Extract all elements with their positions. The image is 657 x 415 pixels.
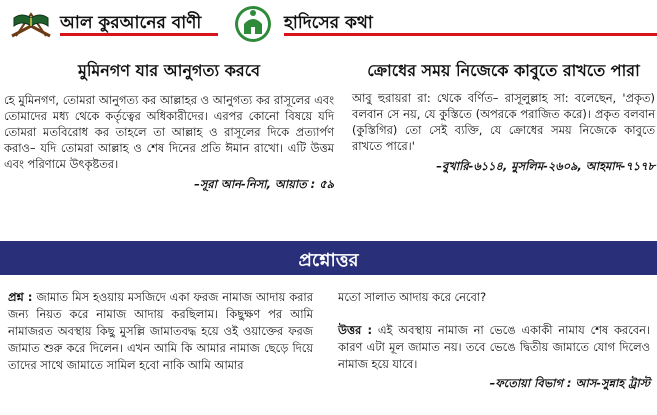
mosque-crescent-icon bbox=[230, 4, 276, 44]
hadith-article-title: ক্রোধের সময় নিজেকে কাবুতে রাখতে পারা bbox=[367, 61, 640, 80]
hadith-title-underline bbox=[284, 33, 657, 36]
question-block bbox=[8, 289, 313, 374]
hadith-article bbox=[352, 60, 655, 177]
hadith-header bbox=[222, 0, 657, 48]
quran-header bbox=[0, 0, 220, 48]
answer-block bbox=[338, 289, 650, 392]
quran-section-title: আল কুরআনের বাণী bbox=[60, 13, 202, 33]
question-continuation: মতো সালাত আদায় করে নেবো? bbox=[338, 290, 487, 304]
hadith-reference: –বুখারি-৬১১৪, মুসলিম-২৬০৯, আহমাদ-৭১৭৮ bbox=[436, 159, 655, 173]
quran-stand-icon bbox=[8, 6, 54, 40]
quran-article-title: মুমিনগণ যার আনুগত্য করবে bbox=[77, 61, 261, 80]
hadith-article-body: আবু হুরায়রা রা: থেকে বর্ণিত– রাসূলুল্লাহ সা: বলেছেন, 'প্রকৃত) বলবান সে নয়, যে কুস্তিতে (অপরকে পরাজিত করে)। প্রকৃত বলবান (কুস্তিগির) তো সেই ব্যক্তি, যে ক্রোধের সময় নিজেকে কাবুতে রাখতে পারে।' bbox=[352, 91, 655, 153]
answer-text: এই অবস্থায় নামাজ না ভেঙে একাকী নামায শেষ করবেন। কারণ এটা মূল জামাত নয়। তবে ভেঙে দ্বিতীয় জামাতে যোগ দিলেও নামাজ হয়ে যাবে। bbox=[338, 323, 650, 371]
quran-article-body: হে মুমিনগণ, তোমরা আনুগত্য কর আল্লাহর ও আনুগত্য কর রাসূলের এবং তোমাদের মধ্য থেকে কর্তৃত্বের অধিকারীদের। এরপর কোনো বিষয়ে যদি তোমরা মতবিরোধ কর তাহলে তা আল্লাহ ও রাসূলের দিকে প্রত্যার্পণ করাও– যদি তোমরা আল্লাহ ও শেষ দিনের প্রতি ঈমান রাখো। এটি উত্তম এবং পরিণামে উৎকৃষ্টতর। bbox=[4, 93, 334, 171]
hadith-section-title: হাদিসের কথা bbox=[284, 13, 373, 33]
answer-reference: –ফতোয়া বিভাগ : আস-সুন্নাহ ট্রাস্ট bbox=[489, 376, 650, 390]
question-text: জামাত মিস হওয়ায় মসজিদে একা ফরজ নামাজ আদায় করার জন্য নিয়ত করে নামাজ আদায় করছিলাম। কিছুক্ষণ পর আমি নামাজরত অবস্থায় কিছু মুসল্লি জামাতবদ্ধ হয়ে ওই ওয়াক্তের ফরজ জামাত শুরু করে দিলেন। এখন আমি কি আমার নামাজ ছেড়ে দিয়ে তাদের সাথে জামাতে সামিল হবো নাকি আমি আমার bbox=[8, 290, 313, 372]
quran-title-underline bbox=[60, 33, 218, 36]
qa-banner-title: প্রশ্নোত্তর bbox=[298, 250, 359, 271]
question-label: প্রশ্ন : bbox=[8, 290, 33, 304]
qa-banner bbox=[0, 241, 657, 275]
quran-reference: –সূরা আন-নিসা, আয়াত : ৫৯ bbox=[194, 177, 334, 191]
answer-label: উত্তর : bbox=[338, 323, 373, 337]
quran-article bbox=[4, 60, 334, 195]
